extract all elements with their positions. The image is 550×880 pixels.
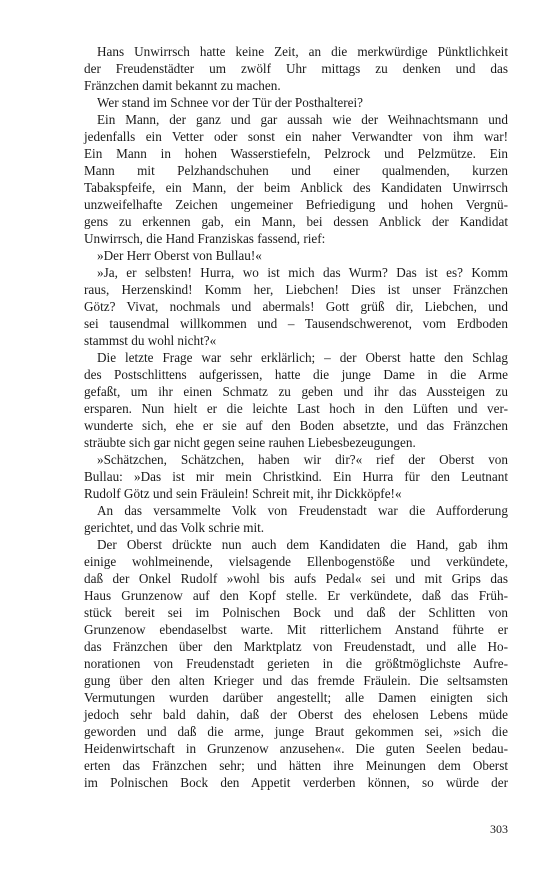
text-line: der Freudenstädter um zwölf Uhr mittags zu denken und das bbox=[84, 61, 508, 76]
text-line: unzweifelhafte Zeichen ungemeiner Befriedigung und hohen Vergnü- bbox=[84, 197, 508, 212]
text-line: Götz? Vivat, nochmals und abermals! Gott grüß dir, Liebchen, und bbox=[84, 299, 508, 314]
text-line: Grunzenow ebendaselbst warte. Mit ritterlichem Anstand führte er bbox=[84, 622, 508, 637]
text-line: An das versammelte Volk von Freudenstadt war die Aufforderung bbox=[97, 503, 508, 518]
text-line: Wer stand im Schnee vor der Tür der Posthalterei? bbox=[97, 95, 364, 110]
text-line: »Schätzchen, Schätzchen, haben wir dir?« rief der Oberst von bbox=[97, 452, 508, 467]
text-line: Hans Unwirrsch hatte keine Zeit, an die merkwürdige Pünktlichkeit bbox=[97, 44, 508, 59]
text-line: des Postschlittens aufgerissen, hatte die junge Dame in die Arme bbox=[84, 367, 508, 382]
text-line: wunderte sich, ehe er sie auf den Boden absetzte, und das Fränzchen bbox=[84, 418, 508, 433]
text-line: Ein Mann in hohen Wasserstiefeln, Pelzrock und Pelzmütze. Ein bbox=[84, 146, 508, 161]
text-line: im Polnischen Bock den Appetit verderben können, so würde der bbox=[84, 775, 508, 790]
text-line: Rudolf Götz und sein Fräulein! Schreit mit, ihr Dickköpfe!« bbox=[84, 486, 402, 501]
text-line: daß der Onkel Rudolf »wohl bis aufs Pedal« sei und mit Grips das bbox=[84, 571, 508, 586]
text-line: Tabakspfeife, ein Mann, der beim Anblick des Kandidaten Unwirrsch bbox=[84, 180, 508, 195]
text-line: Fränzchen damit bekannt zu machen. bbox=[84, 78, 281, 93]
text-line: Bullau: »Das ist mir mein Christkind. Ein Hurra für den Leutnant bbox=[84, 469, 508, 484]
text-line: norationen von Freudenstadt gerieten in die größtmöglichste Aufre- bbox=[84, 656, 508, 671]
text-line: sei tausendmal willkommen und – Tausendschwerenot, vom Erdboden bbox=[84, 316, 508, 331]
text-line: Der Oberst drückte nun auch dem Kandidaten die Hand, gab ihm bbox=[97, 537, 508, 552]
text-line: raus, Herzenskind! Komm her, Liebchen! Dies ist unser Fränzchen bbox=[84, 282, 508, 297]
text-line: ersparen. Nun hielt er die leichte Last hoch in den Lüften und ver- bbox=[84, 401, 508, 416]
text-line: stammst du wohl nicht?« bbox=[84, 333, 217, 348]
text-line: sträubte sich gar nicht gegen seine rauhen Liebesbezeugungen. bbox=[84, 435, 416, 450]
text-line: »Der Herr Oberst von Bullau!« bbox=[97, 248, 262, 263]
text-line: gung über den alten Krieger und das fremde Fräulein. Die seltsamsten bbox=[84, 673, 508, 688]
text-line: Vermutungen wurden darüber angestellt; alle Damen einigten sich bbox=[84, 690, 508, 705]
text-line: jedenfalls ein Vetter oder sonst ein naher Verwandter von ihm war! bbox=[84, 129, 508, 144]
text-line: einige wohlmeinende, vielsagende Ellenbogenstöße und verkündete, bbox=[84, 554, 508, 569]
text-line: geworden und daß die arme, junge Braut gekommen sei, »sich die bbox=[84, 724, 508, 739]
text-line: jedoch sehr bald dahin, daß der Oberst des ehelosen Lebens müde bbox=[84, 707, 508, 722]
text-line: »Ja, er selbsten! Hurra, wo ist mich das Wurm? Das ist es? Komm bbox=[97, 265, 508, 280]
text-line: erten das Fränzchen sehr; und hätten ihre Meinungen dem Oberst bbox=[84, 758, 508, 773]
text-line: stück bereit sei im Polnischen Bock und daß der Schlitten von bbox=[84, 605, 508, 620]
text-line: Heidenwirtschaft in Grunzenow anzusehen«. Die guten Seelen bedau- bbox=[84, 741, 508, 756]
text-line: Mann mit Pelzhandschuhen und einer qualmenden, kurzen bbox=[84, 163, 508, 178]
text-line: Unwirrsch, die Hand Franziskas fassend, rief: bbox=[84, 231, 326, 246]
text-line: das Fränzchen über den Marktplatz von Freudenstadt, und alle Ho- bbox=[84, 639, 508, 654]
page-number: 303 bbox=[490, 822, 508, 836]
body-text bbox=[84, 43, 508, 791]
text-line: Ein Mann, der ganz und gar aussah wie der Weihnachtsmann und bbox=[97, 112, 508, 127]
text-line: gerichtet, und das Volk schrie mit. bbox=[84, 520, 265, 535]
text-line: Haus Grunzenow auf den Kopf stelle. Er verkündete, daß das Früh- bbox=[84, 588, 508, 603]
text-line: gens zu erkennen gab, ein Mann, bei dessen Anblick der Kandidat bbox=[84, 214, 508, 229]
text-line: gefaßt, um ihr einen Schmatz zu geben und ihr das Aussteigen zu bbox=[84, 384, 508, 399]
text-line: Die letzte Frage war sehr erklärlich; – der Oberst hatte den Schlag bbox=[97, 350, 508, 365]
